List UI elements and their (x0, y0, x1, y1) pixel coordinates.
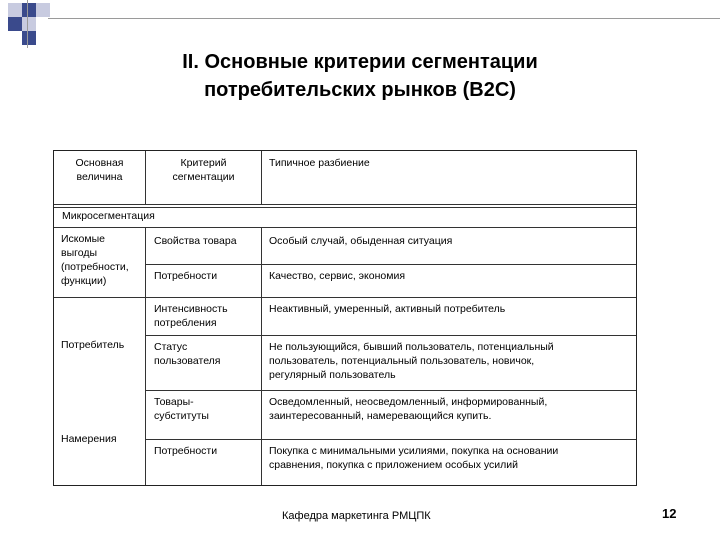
grid-line (261, 151, 262, 204)
criterion-cell (154, 444, 260, 458)
header-typical-split: Типичное разбиение (269, 157, 370, 169)
criterion-line: Интенсивность (154, 303, 228, 315)
split-line: заинтересованный, намеревающийся купить. (269, 410, 492, 422)
footer-text: Кафедра маркетинга РМЦПК (282, 510, 431, 522)
split-cell (269, 302, 633, 316)
header-line: сегментации (172, 171, 235, 183)
grid-line (145, 335, 636, 336)
split-line: сравнения, покупка с приложением особых усилий (269, 459, 518, 471)
page-title (90, 48, 630, 104)
criterion-line: потребления (154, 317, 217, 329)
title-line-1: II. Основные критерии сегментации (182, 51, 538, 73)
split-line: Осведомленный, неосведомленный, информированный, (269, 396, 548, 408)
split-cell (269, 269, 633, 283)
grid-line (54, 227, 636, 228)
criterion-cell (154, 269, 260, 283)
group-line: выгоды (61, 247, 98, 259)
header-line: величина (76, 171, 123, 183)
split-line: Особый случай, обыденная ситуация (269, 235, 453, 247)
split-cell (269, 340, 633, 382)
criterion-line: Статус (154, 341, 188, 353)
criterion-line: Свойства товара (154, 235, 237, 247)
header-rule (48, 18, 720, 19)
group-consumer: Потребитель (61, 339, 125, 351)
corner-square (8, 17, 22, 31)
split-cell (269, 395, 633, 423)
criterion-cell (154, 395, 260, 423)
corner-square (22, 3, 36, 17)
grid-line (145, 264, 636, 265)
group-benefits (61, 232, 145, 288)
side-rule (27, 0, 28, 48)
header-main-value (54, 156, 145, 184)
split-cell (269, 444, 633, 472)
page-number: 12 (662, 506, 677, 521)
corner-square (36, 3, 50, 17)
grid-line (145, 227, 146, 485)
group-intentions: Намерения (61, 433, 117, 445)
grid-line (145, 439, 636, 440)
grid-line (145, 390, 636, 391)
split-line: Не пользующийся, бывший пользователь, потенциальный (269, 341, 554, 353)
criterion-line: пользователя (154, 355, 221, 367)
header-criterion (146, 156, 261, 184)
group-line: функции) (61, 275, 107, 287)
grid-line (54, 207, 636, 208)
title-line-2: потребительских рынков (B2C) (204, 79, 516, 101)
split-line: Качество, сервис, экономия (269, 270, 406, 282)
criterion-cell (154, 302, 260, 330)
header-line: Основная (75, 157, 124, 169)
header-line: Критерий (180, 157, 227, 169)
split-line: Неактивный, умеренный, активный потребитель (269, 303, 506, 315)
grid-line (54, 297, 636, 298)
split-line: регулярный пользователь (269, 369, 396, 381)
criterion-line: Потребности (154, 445, 218, 457)
corner-square (8, 3, 22, 17)
criterion-line: Товары- (154, 396, 194, 408)
criterion-line: субституты (154, 410, 209, 422)
corner-square (22, 17, 36, 31)
corner-square (22, 31, 36, 45)
grid-line (261, 227, 262, 485)
group-line: (потребности, (61, 261, 129, 273)
segmentation-table (53, 150, 637, 486)
section-microsegmentation: Микросегментация (62, 210, 155, 222)
criterion-line: Потребности (154, 270, 218, 282)
split-cell (269, 234, 633, 248)
split-line: пользователь, потенциальный пользователь, новичок, (269, 355, 535, 367)
group-line: Искомые (61, 233, 105, 245)
split-line: Покупка с минимальными усилиями, покупка на основании (269, 445, 559, 457)
criterion-cell (154, 234, 260, 248)
grid-line (54, 204, 636, 205)
criterion-cell (154, 340, 260, 368)
